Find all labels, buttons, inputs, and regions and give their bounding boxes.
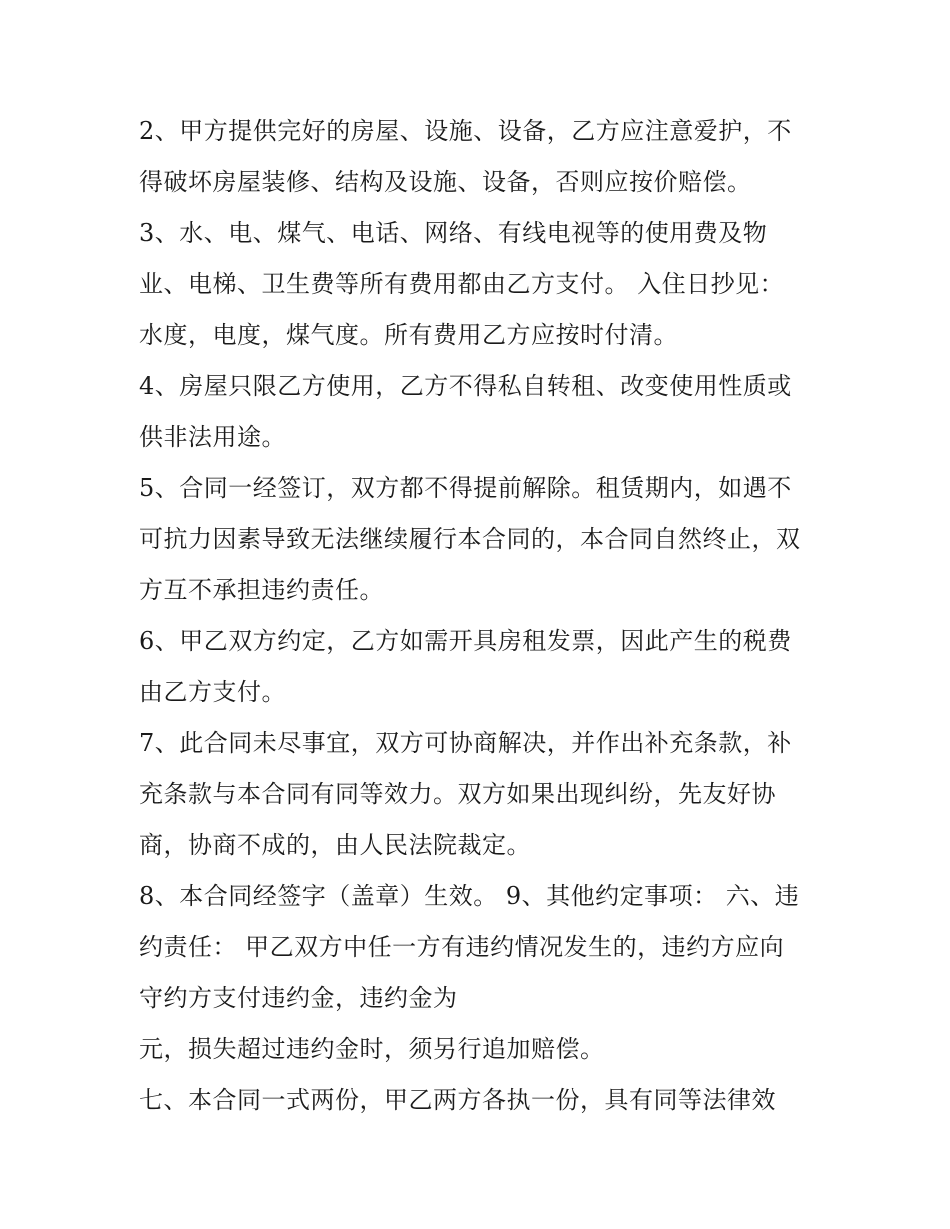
text-line: 水度，电度，煤气度。所有费用乙方应按时付清。 <box>139 321 678 349</box>
text-line: 可抗力因素导致无法继续履行本合同的，本合同自然终止，双 <box>139 525 801 553</box>
text-line: 6、甲乙双方约定，乙方如需开具房租发票，因此产生的税费 <box>139 627 792 655</box>
text-line: 3、水、电、煤气、电话、网络、有线电视等的使用费及物 <box>139 219 768 247</box>
text-line: 商，协商不成的，由人民法院裁定。 <box>139 831 531 859</box>
text-line: 充条款与本合同有同等效力。双方如果出现纠纷，先友好协 <box>139 780 776 808</box>
text-line: 2、甲方提供完好的房屋、设施、设备，乙方应注意爱护，不 <box>139 117 792 145</box>
document-body <box>139 106 829 1126</box>
text-line: 守约方支付违约金，违约金为 <box>139 984 458 1012</box>
text-line: 5、合同一经签订，双方都不得提前解除。租赁期内，如遇不 <box>139 474 792 502</box>
text-line: 4、房屋只限乙方使用，乙方不得私自转租、改变使用性质或 <box>139 372 792 400</box>
text-line: 约责任： 甲乙双方中任一方有违约情况发生的，违约方应向 <box>139 933 785 961</box>
text-line: 得破坏房屋装修、结构及设施、设备，否则应按价赔偿。 <box>139 168 752 196</box>
text-line: 由乙方支付。 <box>139 678 286 706</box>
text-line: 元，损失超过违约金时，须另行追加赔偿。 <box>139 1035 605 1063</box>
text-line: 供非法用途。 <box>139 423 286 451</box>
text-line: 8、本合同经签字（盖章）生效。 9、其他约定事项： 六、违 <box>139 882 800 910</box>
text-line: 七、本合同一式两份，甲乙两方各执一份，具有同等法律效 <box>139 1086 776 1114</box>
text-line: 业、电梯、卫生费等所有费用都由乙方支付。 入住日抄见： <box>139 270 785 298</box>
text-line: 方互不承担违约责任。 <box>139 576 384 604</box>
text-line: 7、此合同未尽事宜，双方可协商解决，并作出补充条款，补 <box>139 729 792 757</box>
